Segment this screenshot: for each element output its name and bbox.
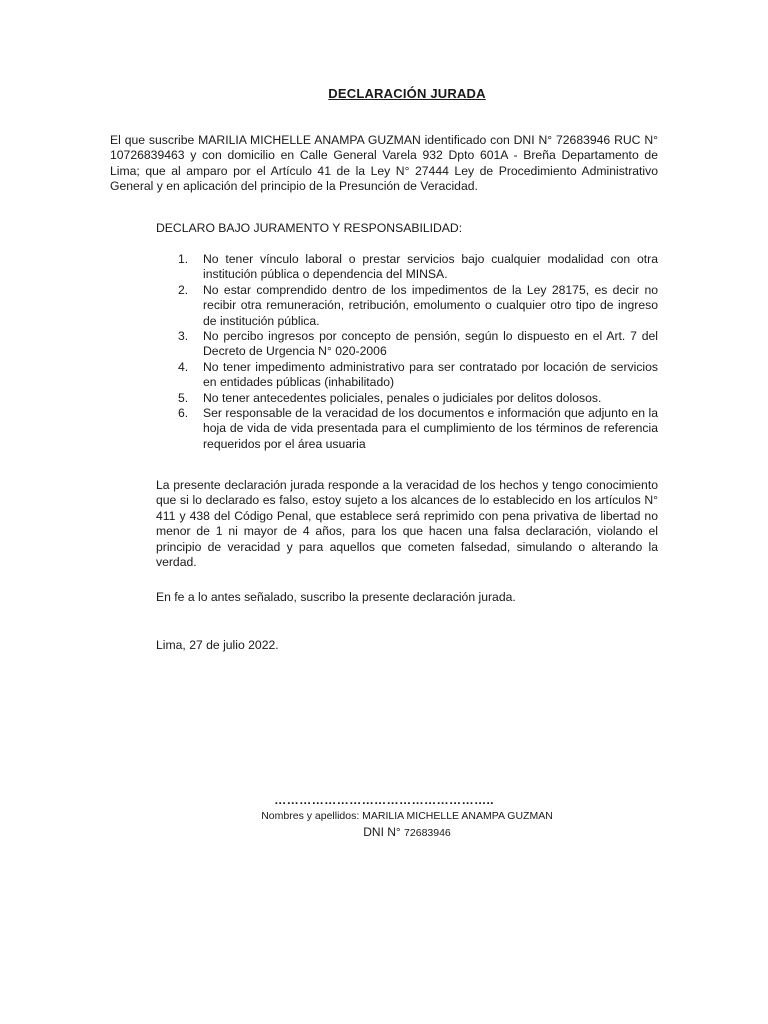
declaration-item bbox=[178, 283, 658, 329]
closing-paragraph: En fe a lo antes señalado, suscribo la presente declaración jurada. bbox=[156, 590, 516, 604]
declaration-item bbox=[178, 360, 658, 391]
document-title: DECLARACIÓN JURADA bbox=[328, 86, 486, 101]
declaration-heading: DECLARO BAJO JURAMENTO Y RESPONSABILIDAD: bbox=[156, 221, 463, 235]
item-text: No estar comprendido dentro de los impedimentos de la Ley 28175, es decir no recibir otra remuneración, retribución, emolumento o cualquier otro tipo de ingreso de institución pública. bbox=[203, 282, 658, 328]
signature-name: Nombres y apellidos: MARILIA MICHELLE ANAMPA GUZMAN bbox=[261, 810, 553, 822]
item-number: 4. bbox=[178, 359, 189, 374]
item-text: No percibo ingresos por concepto de pensión, según lo dispuesto en el Art. 7 del Decreto de Urgencia N° 020-2006 bbox=[203, 329, 658, 359]
signature-line: …………………………………………….. bbox=[274, 793, 494, 807]
item-number: 2. bbox=[178, 282, 189, 297]
item-number: 1. bbox=[178, 252, 189, 266]
item-number: 6. bbox=[178, 406, 189, 421]
declaration-item bbox=[178, 406, 658, 452]
item-number: 3. bbox=[178, 329, 189, 344]
item-text: No tener impedimento administrativo para ser contratado por locación de servicios en entidades públicas (inhabilitado) bbox=[203, 359, 658, 390]
signature-dni bbox=[0, 825, 768, 841]
item-number: 5. bbox=[178, 390, 189, 405]
item-text: No tener vínculo laboral o prestar servicios bajo cualquier modalidad con otra institución pública o dependencia del MINSA. bbox=[203, 252, 658, 282]
item-text: Ser responsable de la veracidad de los documentos e información que adjunto en la hoja de vida de vida presentada para el cumplimiento de los términos de referencia requeridos por el área usuaria bbox=[203, 406, 658, 451]
declaration-item bbox=[178, 391, 658, 406]
intro-paragraph: El que suscribe MARILIA MICHELLE ANAMPA GUZMAN identificado con DNI N° 72683946 RUC N° 10726839463 y con domicilio en Calle General Varela 932 Dpto 601A - Breña Departamento de Lima; que al amparo por el Artículo 41 de la Ley N° 27444 Ley de Procedimiento Administrativo General y en aplicación del principio de la Presunción de Veracidad. bbox=[110, 133, 658, 194]
declaration-item bbox=[178, 329, 658, 360]
legal-paragraph: La presente declaración jurada responde a la veracidad de los hechos y tengo conocimiento que si lo declarado es falso, estoy sujeto a los alcances de lo establecido en los artículos N° 411 y 438 del Código Penal, que establece será reprimido con pena privativa de libertad no menor de 1 ni mayor de 4 años, para los que hacen una falsa declaración, violando el principio de veracidad y para aquellos que cometen falsedad, simulando o alterando la verdad. bbox=[156, 478, 658, 570]
declaration-list bbox=[178, 252, 658, 452]
declaration-item bbox=[178, 252, 658, 283]
dni-label: DNI N° bbox=[363, 825, 401, 839]
place-date: Lima, 27 de julio 2022. bbox=[156, 638, 279, 652]
item-text: No tener antecedentes policiales, penales o judiciales por delitos dolosos. bbox=[203, 390, 602, 405]
dni-number: 72683946 bbox=[404, 827, 451, 839]
